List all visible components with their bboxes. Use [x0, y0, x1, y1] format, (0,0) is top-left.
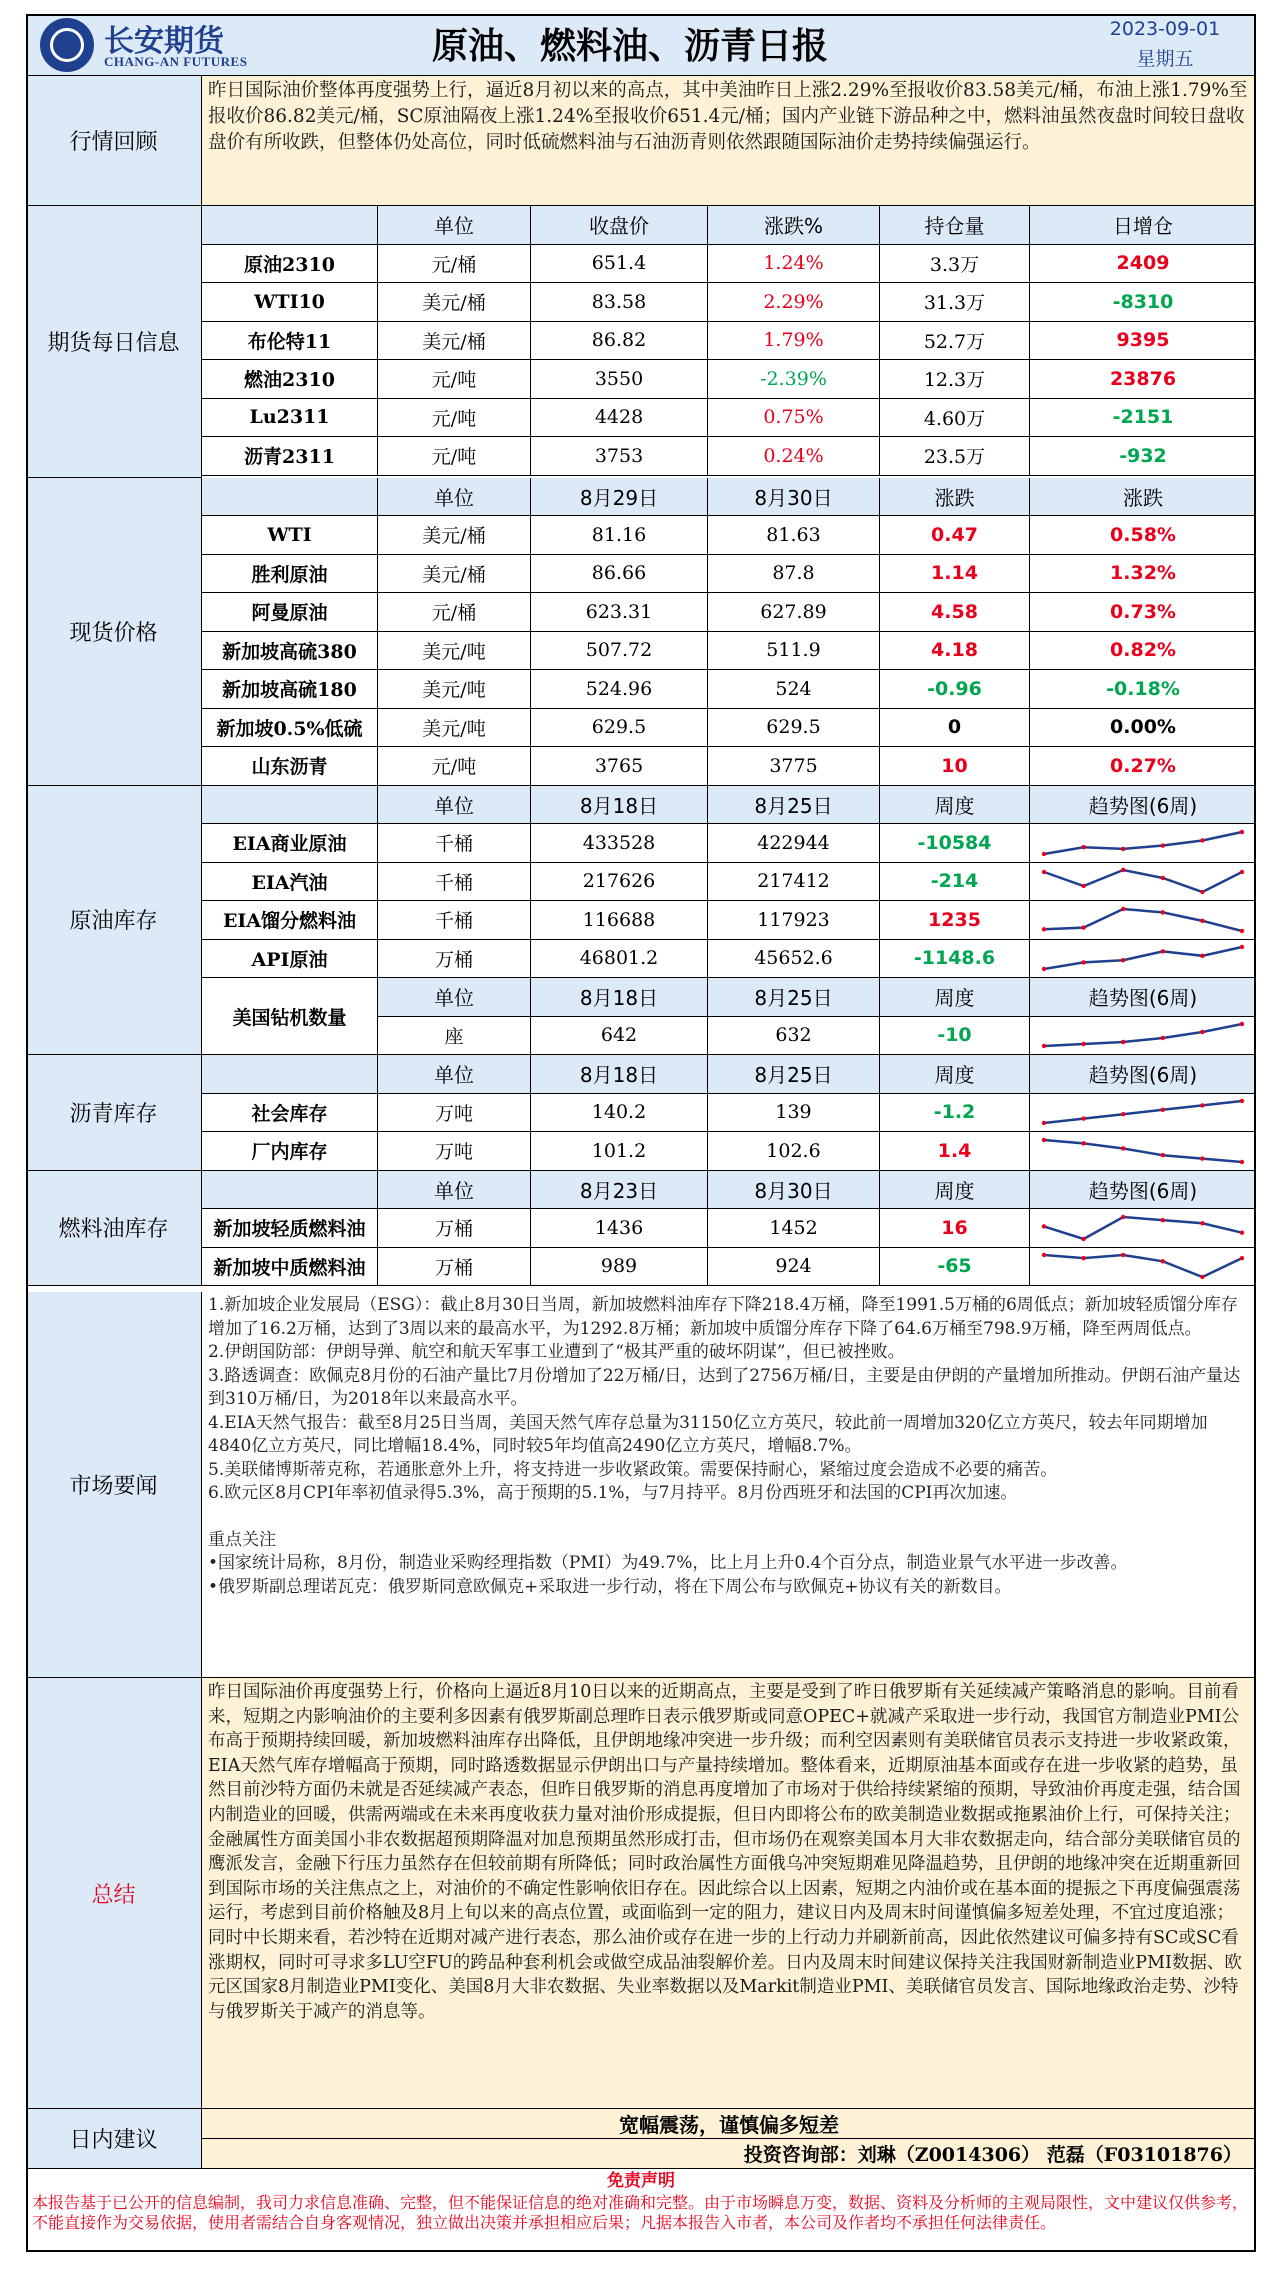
table-cell: -10 [879, 1017, 1029, 1055]
column-header: 8月30日 [707, 1171, 879, 1209]
table-cell: 1.32% [1029, 555, 1256, 593]
inventory-name: 新加坡轻质燃料油 [213, 1218, 366, 1241]
table-cell: 3550 [530, 360, 707, 398]
table-cell: 629.5 [530, 709, 707, 747]
table-cell: 2.29% [707, 283, 879, 321]
column-header: 日增仓 [1029, 206, 1256, 244]
news-paragraph: 3.路透调查：欧佩克8月份的石油产量比7月份增加了22万桶/日，达到了2756万桶/日，主要是由伊朗的产量增加所推动。伊朗石油产量达到310万桶/日，为2018年以来最高水平。 [208, 1365, 1241, 1409]
table-cell: 2409 [1029, 245, 1256, 283]
news-paragraph: 4.EIA天然气报告：截至8月25日当周，美国天然气库存总量为31150亿立方英尺，较此前一周增加320亿立方英尺，较去年同期增加4840亿立方英尺，同比增幅18.4%，同时较5年均值高2490亿立方英尺，增幅8.7%。 [208, 1412, 1208, 1456]
logo-en: CHANG-AN FUTURES [104, 54, 248, 69]
table-cell: 美元/桶 [377, 283, 530, 321]
asphalt-inventory-label: 沥青库存 [26, 1055, 202, 1171]
table-cell: 1436 [530, 1209, 707, 1247]
table-cell: 511.9 [707, 632, 879, 670]
table-cell: 81.63 [707, 516, 879, 554]
product-name: 胜利原油 [251, 563, 328, 586]
contract-name: Lu2311 [249, 406, 330, 429]
column-header: 8月25日 [707, 1055, 879, 1093]
table-cell: 美元/桶 [377, 555, 530, 593]
logo-cn: 长安期货 [104, 24, 224, 59]
table-cell: 元/桶 [377, 245, 530, 283]
review-text: 昨日国际油价整体再度强势上行，逼近8月初以来的高点，其中美油昨日上涨2.29%至报收价83.58美元/桶，布油上涨1.79%至报收价86.82美元/桶，SC原油隔夜上涨1.24%至报收价651.4元/桶；国内产业链下游品种之中，燃料油虽然夜盘时间较日盘收盘价有所收跌，但整体仍处高位，同时低硫燃料油与石油沥青则依然跟随国际油价走势持续偏强运行。 [202, 76, 1256, 206]
inventory-name: 新加坡中质燃料油 [213, 1256, 366, 1279]
news-paragraph: •国家统计局称，8月份，制造业采购经理指数（PMI）为49.7%，比上月上升0.4个百分点，制造业景气水平进一步改善。 [208, 1553, 1128, 1573]
table-cell: 万桶 [377, 1209, 530, 1247]
table-cell: 美元/吨 [377, 632, 530, 670]
inventory-name: API原油 [251, 948, 328, 971]
column-header: 8月18日 [530, 978, 707, 1016]
table-cell: 万桶 [377, 940, 530, 978]
table-cell: 美元/吨 [377, 670, 530, 708]
table-cell: 3765 [530, 747, 707, 785]
rig-count-name: 美国钻机数量 [202, 978, 377, 1055]
column-header: 涨跌 [1029, 478, 1256, 516]
table-cell: 116688 [530, 901, 707, 939]
table-cell: 3775 [707, 747, 879, 785]
table-cell: -65 [879, 1248, 1029, 1286]
table-cell: 642 [530, 1017, 707, 1055]
contract-name: 燃油2310 [244, 369, 335, 392]
table-cell: 12.3万 [879, 360, 1029, 398]
table-cell: 433528 [530, 824, 707, 862]
table-cell: 千桶 [377, 901, 530, 939]
table-cell: 0.75% [707, 399, 879, 437]
product-name: 新加坡0.5%低硫 [216, 717, 363, 740]
table-cell: 0 [879, 709, 1029, 747]
spot-label: 现货价格 [26, 478, 202, 786]
advice-label: 日内建议 [26, 2109, 202, 2169]
table-cell: 989 [530, 1248, 707, 1286]
table-cell: 0.58% [1029, 516, 1256, 554]
table-cell: 元/吨 [377, 747, 530, 785]
table-cell: 0.82% [1029, 632, 1256, 670]
table-cell: 0.73% [1029, 593, 1256, 631]
news-paragraph: 5.美联储博斯蒂克称，若通胀意外上升，将支持进一步收紧政策。需要保持耐心，紧缩过度会造成不必要的痛苦。 [208, 1459, 1058, 1480]
table-cell: 52.7万 [879, 322, 1029, 360]
table-cell: 3753 [530, 437, 707, 475]
table-cell: -1.2 [879, 1094, 1029, 1132]
table-cell: 1452 [707, 1209, 879, 1247]
table-cell: 623.31 [530, 593, 707, 631]
table-cell: 0.00% [1029, 709, 1256, 747]
page-frame [26, 14, 1256, 2252]
table-cell: 4.60万 [879, 399, 1029, 437]
column-header: 周度 [879, 978, 1029, 1016]
table-cell: 1.14 [879, 555, 1029, 593]
table-cell: 4428 [530, 399, 707, 437]
table-cell: 1.24% [707, 245, 879, 283]
column-header: 周度 [879, 786, 1029, 824]
column-header: 周度 [879, 1171, 1029, 1209]
product-name: 新加坡高硫380 [222, 640, 357, 663]
table-cell: 140.2 [530, 1094, 707, 1132]
column-header: 收盘价 [530, 206, 707, 244]
table-cell: 美元/桶 [377, 516, 530, 554]
table-cell: 87.8 [707, 555, 879, 593]
contract-name: 沥青2311 [244, 446, 335, 469]
table-cell: 45652.6 [707, 940, 879, 978]
news-paragraph: 1.新加坡企业发展局（ESG）：截止8月30日当周，新加坡燃料油库存下降218.4万桶，降至1991.5万桶的6周低点；新加坡轻质馏分库存增加了16.2万桶，达到了3周以来的最高水平，为1292.8万桶；新加坡中质馏分库存下降了64.6万桶至798.9万桶，降至两周低点。 [208, 1295, 1238, 1339]
table-cell: 1.4 [879, 1132, 1029, 1170]
table-cell: 元/吨 [377, 360, 530, 398]
column-header: 单位 [377, 206, 530, 244]
table-cell: 627.89 [707, 593, 879, 631]
column-header: 单位 [377, 978, 530, 1016]
table-cell: 422944 [707, 824, 879, 862]
table-cell: -0.96 [879, 670, 1029, 708]
table-cell: 0.24% [707, 437, 879, 475]
contract-name: WTI10 [254, 290, 325, 313]
news-paragraph: •俄罗斯副总理诺瓦克：俄罗斯同意欧佩克+采取进一步行动，将在下周公布与欧佩克+协议有关的新数目。 [208, 1576, 1012, 1597]
summary-text: 昨日国际油价再度强势上行，价格向上逼近8月10日以来的近期高点，主要是受到了昨日俄罗斯有关延续减产策略消息的影响。目前看来，短期之内影响油价的主要利多因素有俄罗斯副总理昨日表示俄罗斯或同意OPEC+就减产采取进一步行动，我国官方制造业PMI公布高于预期持续回暖，新加坡燃料油库存出降低，且伊朗地缘冲突进一步升级；而利空因素则有美联储官员表示支持进一步收紧政策，EIA天然气库存增幅高于预期，同时路透数据显示伊朗出口与产量持续增加。整体看来，近期原油基本面或存在进一步收紧的趋势，虽然目前沙特方面仍未就是否延续减产表态，但昨日俄罗斯的消息再度增加了市场对于供给持续紧缩的预期，导致油价再度走强，结合国内制造业的回暖，供需两端或在未来再度收获力量对油价形成提振，但日内即将公布的欧美制造业数据或拖累油价上行，可保持关注；金融属性方面美国小非农数据超预期降温对加息预期虽然形成打击，但市场仍在观察美国本月大非农数据走向，结合部分美联储官员的鹰派发言，金融下行压力虽然存在但较前期有所降低；同时政治属性方面俄乌冲突短期难见降温趋势，且伊朗的地缘冲突在近期重新回到国际市场的关注焦点之上，对油价的不确定性影响依旧存在。因此综合以上因素，短期之内油价或在基本面的提振之下再度偏强震荡运行，考虑到目前价格触及8月上旬以来的高点位置，或面临到一定的阻力，建议日内及周末时间谨慎偏多短差处理，不宜过度追涨；同时中长期来看，若沙特在近期对减产进行表态，那么油价或存在进一步的上行动力并刷新前高，因此依然建议可偏多持有SC或SC看涨期权，同时可寻求多LU空FU的跨品种套利机会或做空成品油裂解价差。日内及周末时间建议保持关注我国财新制造业PMI数据、欧元区国家8月制造业PMI变化、美国8月大非农数据、失业率数据以及Markit制造业PMI、美联储官员发言、国际地缘政治走势、沙特与俄罗斯关于减产的消息等。 [202, 1678, 1256, 2109]
table-cell: 217626 [530, 863, 707, 901]
column-header: 持仓量 [879, 206, 1029, 244]
table-cell: 101.2 [530, 1132, 707, 1170]
table-cell: -1148.6 [879, 940, 1029, 978]
news-paragraph: 重点关注 [208, 1529, 276, 1550]
column-header: 8月25日 [707, 786, 879, 824]
inventory-name: EIA商业原油 [232, 833, 347, 856]
table-cell: 16 [879, 1209, 1029, 1247]
table-cell: 0.47 [879, 516, 1029, 554]
summary-label: 总结 [26, 1678, 202, 2109]
column-header: 趋势图(6周) [1029, 1055, 1256, 1093]
product-name: 新加坡高硫180 [222, 679, 357, 702]
column-header: 8月18日 [530, 1055, 707, 1093]
futures-label: 期货每日信息 [26, 206, 202, 478]
table-cell: 万吨 [377, 1132, 530, 1170]
table-cell: 139 [707, 1094, 879, 1132]
table-cell: -10584 [879, 824, 1029, 862]
table-cell: 217412 [707, 863, 879, 901]
column-header: 趋势图(6周) [1029, 786, 1256, 824]
table-cell: 23.5万 [879, 437, 1029, 475]
inventory-name: 厂内库存 [251, 1141, 328, 1164]
contract-name: 原油2310 [244, 253, 335, 276]
table-cell: 千桶 [377, 824, 530, 862]
table-cell: -2.39% [707, 360, 879, 398]
table-cell: 102.6 [707, 1132, 879, 1170]
table-cell: 83.58 [530, 283, 707, 321]
table-cell: 元/桶 [377, 593, 530, 631]
table-cell: 23876 [1029, 360, 1256, 398]
column-header: 趋势图(6周) [1029, 1171, 1256, 1209]
advice-text: 宽幅震荡，谨慎偏多短差 [202, 2109, 1256, 2139]
table-cell: 1.79% [707, 322, 879, 360]
table-cell: 3.3万 [879, 245, 1029, 283]
column-header: 涨跌% [707, 206, 879, 244]
table-cell: 座 [377, 1017, 530, 1055]
table-cell: 美元/吨 [377, 709, 530, 747]
table-cell: 4.18 [879, 632, 1029, 670]
table-cell: 524 [707, 670, 879, 708]
table-cell: -2151 [1029, 399, 1256, 437]
table-cell: 117923 [707, 901, 879, 939]
date-text: 2023-09-01 [1109, 18, 1221, 40]
table-cell: 507.72 [530, 632, 707, 670]
inventory-name: 社会库存 [251, 1102, 328, 1125]
review-label: 行情回顾 [26, 76, 202, 206]
news-label: 市场要闻 [26, 1292, 202, 1678]
table-cell: 81.16 [530, 516, 707, 554]
column-header: 8月30日 [707, 478, 879, 516]
table-cell: -0.18% [1029, 670, 1256, 708]
table-cell: 1235 [879, 901, 1029, 939]
table-cell: 万桶 [377, 1248, 530, 1286]
report-title: 原油、燃料油、沥青日报 [431, 26, 828, 67]
column-header: 单位 [377, 478, 530, 516]
table-cell: 美元/桶 [377, 322, 530, 360]
table-cell: 629.5 [707, 709, 879, 747]
news-paragraph: 2.伊朗国防部：伊朗导弹、航空和航天军事工业遭到了“极其严重的破坏阴谋”，但已被挫败。 [208, 1342, 905, 1362]
table-cell: 4.58 [879, 593, 1029, 631]
disclaimer-title: 免责声明 [607, 2171, 675, 2191]
news-paragraph: 6.欧元区8月CPI年率初值录得5.3%，高于预期的5.1%，与7月持平。8月份西班牙和法国的CPI再次加速。 [208, 1483, 1018, 1503]
fuel-inventory-label: 燃料油库存 [26, 1171, 202, 1287]
column-header: 8月25日 [707, 978, 879, 1016]
product-name: 阿曼原油 [251, 602, 328, 625]
weekday-text: 星期五 [1136, 48, 1194, 70]
table-cell: 86.82 [530, 322, 707, 360]
table-cell: 31.3万 [879, 283, 1029, 321]
inventory-name: EIA馏分燃料油 [222, 910, 357, 933]
table-cell: 元/吨 [377, 399, 530, 437]
column-header: 单位 [377, 786, 530, 824]
column-header: 趋势图(6周) [1029, 978, 1256, 1016]
table-cell: 千桶 [377, 863, 530, 901]
column-header: 8月18日 [530, 786, 707, 824]
product-name: 山东沥青 [251, 756, 328, 779]
table-cell: 924 [707, 1248, 879, 1286]
table-cell: -214 [879, 863, 1029, 901]
analysts-text: 投资咨询部：刘琳（Z0014306） 范磊（F03101876） [202, 2139, 1256, 2169]
contract-name: 布伦特11 [247, 330, 332, 353]
column-header: 涨跌 [879, 478, 1029, 516]
table-cell: 0.27% [1029, 747, 1256, 785]
table-cell: -8310 [1029, 283, 1256, 321]
table-cell: 元/吨 [377, 437, 530, 475]
column-header: 周度 [879, 1055, 1029, 1093]
table-cell: -932 [1029, 437, 1256, 475]
table-cell: 46801.2 [530, 940, 707, 978]
table-cell: 524.96 [530, 670, 707, 708]
product-name: WTI [267, 523, 312, 546]
crude-inventory-label: 原油库存 [26, 786, 202, 1056]
table-cell: 万吨 [377, 1094, 530, 1132]
table-cell: 9395 [1029, 322, 1256, 360]
table-cell: 632 [707, 1017, 879, 1055]
column-header: 单位 [377, 1171, 530, 1209]
column-header: 单位 [377, 1055, 530, 1093]
table-cell: 86.66 [530, 555, 707, 593]
table-cell: 651.4 [530, 245, 707, 283]
column-header: 8月29日 [530, 478, 707, 516]
table-cell: 10 [879, 747, 1029, 785]
inventory-name: EIA汽油 [251, 871, 328, 894]
column-header: 8月23日 [530, 1171, 707, 1209]
disclaimer-text: 本报告基于已公开的信息编制，我司力求信息准确、完整，但不能保证信息的绝对准确和完整。由于市场瞬息万变，数据、资料及分析师的主观局限性，文中建议仅供参考，不能直接作为交易依据，使用者需结合自身客观情况，独立做出决策并承担相应后果；凡据本报告入市者，本公司及作者均不承担任何法律责任。 [32, 2193, 1249, 2232]
